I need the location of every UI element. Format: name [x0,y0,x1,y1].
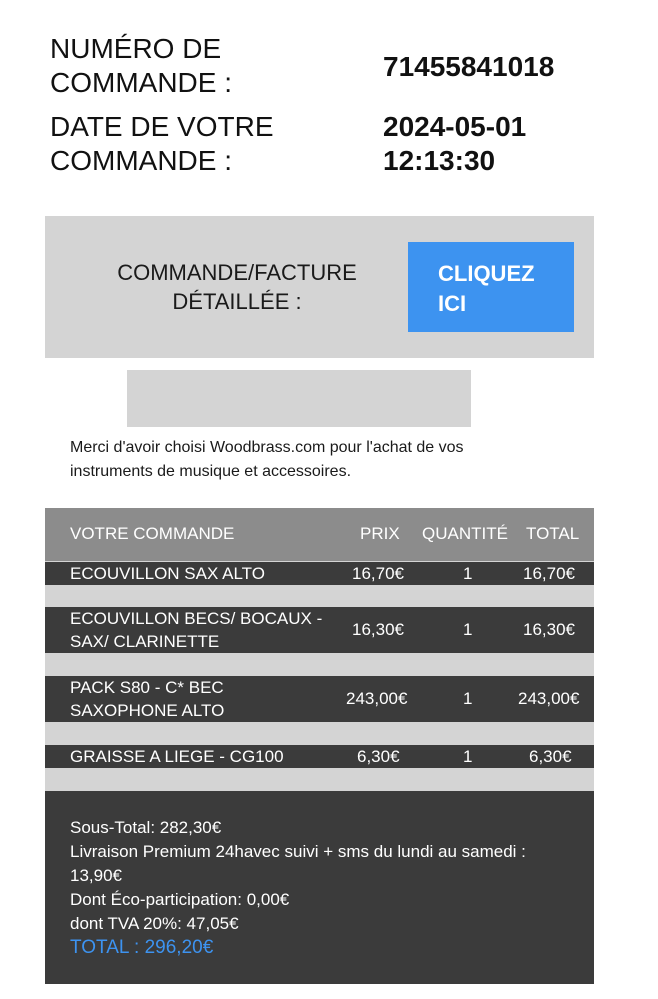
item-price: 243,00€ [346,689,408,708]
item-name: GRAISSE A LIEGE - CG100 [70,747,284,766]
order-summary [45,791,594,984]
thanks-message: Merci d'avoir choisi Woodbrass.com pour l'achat de vos instruments de musique et accessoires. [70,439,464,480]
detailed-invoice-panel [45,216,594,358]
eco-participation-line: Dont Éco-participation: 0,00€ [70,890,290,909]
header-item: VOTRE COMMANDE [70,524,235,543]
vat-line: dont TVA 20%: 47,05€ [70,914,239,933]
header-quantity: QUANTITÉ [422,524,508,543]
click-here-button-label: CLIQUEZ ICI [438,261,535,316]
table-header [45,508,594,561]
item-total: 16,30€ [523,620,575,639]
shipping-line: Livraison Premium 24havec suivi + sms du lundi au samedi : 13,90€ [70,842,526,885]
image-placeholder [127,370,471,427]
grand-total: TOTAL : 296,20€ [70,937,214,958]
header-total: TOTAL [526,524,580,543]
order-date-value: 2024-05-01 12:13:30 [383,111,527,176]
header-price: PRIX [360,524,400,543]
item-quantity: 1 [463,747,473,766]
item-name: ECOUVILLON SAX ALTO [70,564,265,583]
item-total: 16,70€ [523,564,575,583]
subtotal-line: Sous-Total: 282,30€ [70,818,222,837]
table-row [45,745,594,768]
order-date-label: DATE DE VOTRE COMMANDE : [50,111,274,176]
item-price: 16,70€ [352,564,404,583]
item-price: 6,30€ [357,747,400,766]
table-row [45,562,594,585]
item-name: ECOUVILLON BECS/ BOCAUX - SAX/ CLARINETTE [70,609,323,651]
item-name: PACK S80 - C* BEC SAXOPHONE ALTO [70,678,225,720]
item-total: 243,00€ [518,689,580,708]
order-number-label: NUMÉRO DE COMMANDE : [50,33,232,98]
order-number-value: 71455841018 [383,51,555,82]
click-here-button[interactable] [408,242,574,332]
item-quantity: 1 [463,564,473,583]
table-row [45,676,594,722]
item-price: 16,30€ [352,620,404,639]
order-table [45,508,594,791]
item-quantity: 1 [463,689,473,708]
detailed-invoice-label: COMMANDE/FACTURE DÉTAILLÉE : [117,260,357,314]
item-total: 6,30€ [529,747,572,766]
item-quantity: 1 [463,620,473,639]
table-row [45,607,594,653]
